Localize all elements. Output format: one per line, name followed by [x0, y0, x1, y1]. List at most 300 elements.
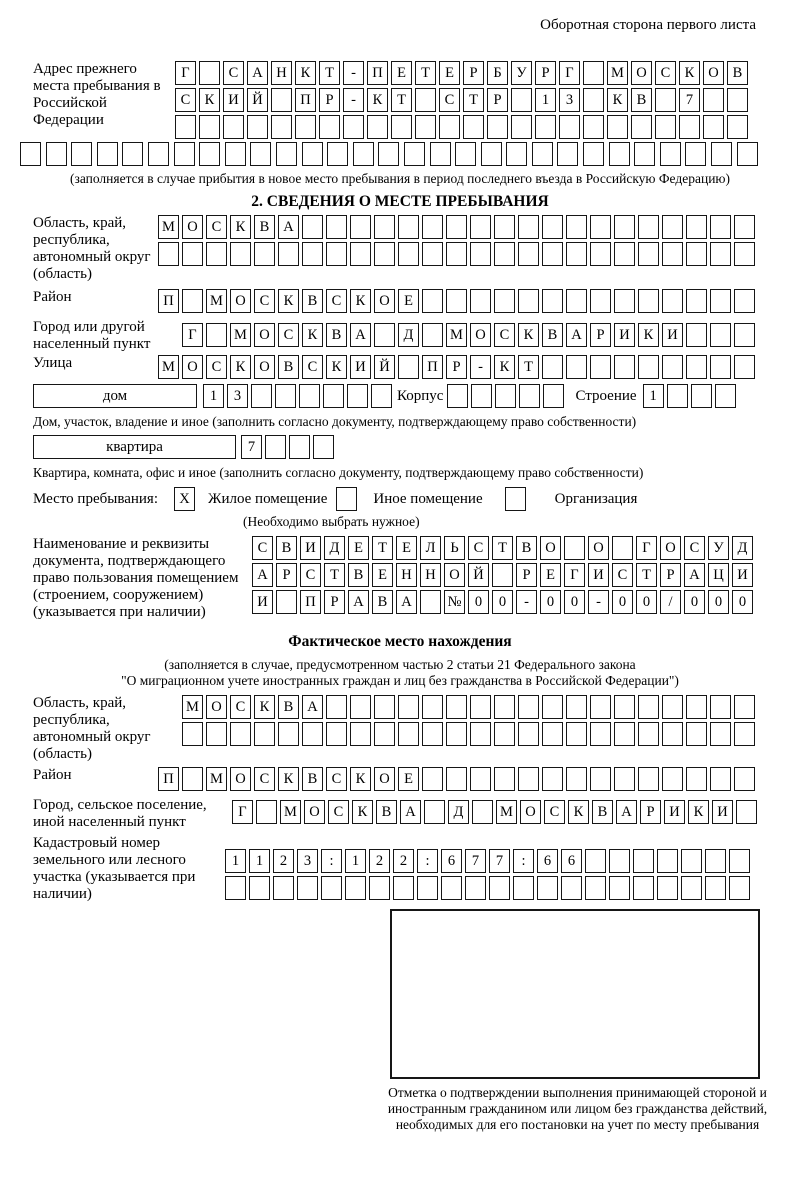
- char-cell[interactable]: [374, 695, 395, 719]
- document-row-3[interactable]: [252, 590, 756, 614]
- char-cell[interactable]: У: [708, 536, 729, 560]
- char-cell[interactable]: 3: [559, 88, 580, 112]
- char-cell[interactable]: [734, 355, 755, 379]
- char-cell[interactable]: О: [254, 323, 275, 347]
- char-cell[interactable]: [564, 536, 585, 560]
- char-cell[interactable]: О: [540, 536, 561, 560]
- char-cell[interactable]: [662, 722, 683, 746]
- char-cell[interactable]: 1: [535, 88, 556, 112]
- char-cell[interactable]: [472, 800, 493, 824]
- char-cell[interactable]: [585, 849, 606, 873]
- char-cell[interactable]: В: [592, 800, 613, 824]
- char-cell[interactable]: [542, 722, 563, 746]
- char-cell[interactable]: [302, 242, 323, 266]
- char-cell[interactable]: [422, 289, 443, 313]
- char-cell[interactable]: [374, 215, 395, 239]
- char-cell[interactable]: [446, 242, 467, 266]
- char-cell[interactable]: [729, 876, 750, 900]
- char-cell[interactable]: О: [660, 536, 681, 560]
- char-cell[interactable]: :: [417, 849, 438, 873]
- char-cell[interactable]: [148, 142, 169, 166]
- char-cell[interactable]: [422, 767, 443, 791]
- char-cell[interactable]: Л: [420, 536, 441, 560]
- char-cell[interactable]: [446, 767, 467, 791]
- char-cell[interactable]: [251, 384, 272, 408]
- char-cell[interactable]: В: [302, 767, 323, 791]
- char-cell[interactable]: 0: [492, 590, 513, 614]
- char-cell[interactable]: Д: [732, 536, 753, 560]
- char-cell[interactable]: [734, 695, 755, 719]
- char-cell[interactable]: А: [350, 323, 371, 347]
- char-cell[interactable]: [494, 767, 515, 791]
- char-cell[interactable]: [543, 384, 564, 408]
- char-cell[interactable]: [638, 215, 659, 239]
- char-cell[interactable]: 0: [540, 590, 561, 614]
- char-cell[interactable]: [199, 115, 220, 139]
- char-cell[interactable]: И: [664, 800, 685, 824]
- char-cell[interactable]: [634, 142, 655, 166]
- char-cell[interactable]: М: [206, 289, 227, 313]
- char-cell[interactable]: [470, 695, 491, 719]
- char-cell[interactable]: [446, 722, 467, 746]
- char-cell[interactable]: [729, 849, 750, 873]
- char-cell[interactable]: [422, 722, 443, 746]
- char-cell[interactable]: О: [588, 536, 609, 560]
- char-cell[interactable]: У: [511, 61, 532, 85]
- char-cell[interactable]: [513, 876, 534, 900]
- char-cell[interactable]: О: [206, 695, 227, 719]
- char-cell[interactable]: [686, 323, 707, 347]
- kvartira-boxes[interactable]: [241, 435, 337, 459]
- char-cell[interactable]: В: [727, 61, 748, 85]
- char-cell[interactable]: А: [566, 323, 587, 347]
- char-cell[interactable]: [230, 722, 251, 746]
- char-cell[interactable]: [470, 242, 491, 266]
- char-cell[interactable]: Т: [415, 61, 436, 85]
- char-cell[interactable]: [199, 61, 220, 85]
- char-cell[interactable]: [667, 384, 688, 408]
- char-cell[interactable]: [532, 142, 553, 166]
- char-cell[interactable]: :: [513, 849, 534, 873]
- char-cell[interactable]: О: [374, 767, 395, 791]
- char-cell[interactable]: [422, 323, 443, 347]
- char-cell[interactable]: Т: [518, 355, 539, 379]
- char-cell[interactable]: 2: [273, 849, 294, 873]
- char-cell[interactable]: [542, 215, 563, 239]
- char-cell[interactable]: [612, 536, 633, 560]
- char-cell[interactable]: [439, 115, 460, 139]
- char-cell[interactable]: [734, 289, 755, 313]
- char-cell[interactable]: [710, 355, 731, 379]
- char-cell[interactable]: К: [278, 289, 299, 313]
- fact-oblast-row-2[interactable]: [182, 722, 758, 746]
- char-cell[interactable]: [662, 289, 683, 313]
- char-cell[interactable]: М: [158, 355, 179, 379]
- char-cell[interactable]: К: [326, 355, 347, 379]
- char-cell[interactable]: К: [688, 800, 709, 824]
- char-cell[interactable]: А: [396, 590, 417, 614]
- char-cell[interactable]: [422, 242, 443, 266]
- char-cell[interactable]: [158, 242, 179, 266]
- char-cell[interactable]: М: [496, 800, 517, 824]
- char-cell[interactable]: [633, 849, 654, 873]
- char-cell[interactable]: Н: [271, 61, 292, 85]
- char-cell[interactable]: В: [254, 215, 275, 239]
- char-cell[interactable]: Д: [398, 323, 419, 347]
- char-cell[interactable]: [174, 142, 195, 166]
- char-cell[interactable]: О: [631, 61, 652, 85]
- char-cell[interactable]: [398, 355, 419, 379]
- char-cell[interactable]: М: [446, 323, 467, 347]
- char-cell[interactable]: К: [350, 767, 371, 791]
- char-cell[interactable]: [206, 323, 227, 347]
- char-cell[interactable]: [519, 384, 540, 408]
- char-cell[interactable]: [441, 876, 462, 900]
- document-row-2[interactable]: [252, 563, 756, 587]
- char-cell[interactable]: [614, 215, 635, 239]
- char-cell[interactable]: [326, 242, 347, 266]
- char-cell[interactable]: И: [350, 355, 371, 379]
- char-cell[interactable]: К: [350, 289, 371, 313]
- char-cell[interactable]: А: [616, 800, 637, 824]
- char-cell[interactable]: Г: [564, 563, 585, 587]
- char-cell[interactable]: [681, 876, 702, 900]
- char-cell[interactable]: [681, 849, 702, 873]
- char-cell[interactable]: В: [278, 355, 299, 379]
- char-cell[interactable]: [662, 695, 683, 719]
- char-cell[interactable]: [481, 142, 502, 166]
- char-cell[interactable]: [295, 115, 316, 139]
- char-cell[interactable]: [367, 115, 388, 139]
- char-cell[interactable]: [607, 115, 628, 139]
- char-cell[interactable]: [470, 722, 491, 746]
- char-cell[interactable]: -: [470, 355, 491, 379]
- char-cell[interactable]: Г: [636, 536, 657, 560]
- char-cell[interactable]: [614, 767, 635, 791]
- char-cell[interactable]: [566, 355, 587, 379]
- char-cell[interactable]: [638, 767, 659, 791]
- char-cell[interactable]: Р: [640, 800, 661, 824]
- char-cell[interactable]: [398, 722, 419, 746]
- char-cell[interactable]: К: [230, 355, 251, 379]
- char-cell[interactable]: [710, 215, 731, 239]
- char-cell[interactable]: О: [304, 800, 325, 824]
- char-cell[interactable]: [302, 215, 323, 239]
- char-cell[interactable]: [566, 722, 587, 746]
- char-cell[interactable]: 3: [227, 384, 248, 408]
- fact-kadastr-row-1[interactable]: [225, 849, 753, 873]
- char-cell[interactable]: [345, 876, 366, 900]
- char-cell[interactable]: [609, 142, 630, 166]
- char-cell[interactable]: О: [470, 323, 491, 347]
- char-cell[interactable]: [686, 215, 707, 239]
- s2-gorod-row[interactable]: [182, 323, 758, 347]
- char-cell[interactable]: [302, 142, 323, 166]
- char-cell[interactable]: Й: [468, 563, 489, 587]
- char-cell[interactable]: [511, 115, 532, 139]
- char-cell[interactable]: И: [300, 536, 321, 560]
- char-cell[interactable]: В: [542, 323, 563, 347]
- char-cell[interactable]: [302, 722, 323, 746]
- char-cell[interactable]: 0: [612, 590, 633, 614]
- char-cell[interactable]: [494, 722, 515, 746]
- char-cell[interactable]: Р: [516, 563, 537, 587]
- char-cell[interactable]: Е: [439, 61, 460, 85]
- char-cell[interactable]: Д: [448, 800, 469, 824]
- char-cell[interactable]: 6: [561, 849, 582, 873]
- char-cell[interactable]: А: [400, 800, 421, 824]
- char-cell[interactable]: [638, 355, 659, 379]
- char-cell[interactable]: [511, 88, 532, 112]
- char-cell[interactable]: С: [300, 563, 321, 587]
- char-cell[interactable]: 6: [537, 849, 558, 873]
- korpus-boxes[interactable]: [447, 384, 567, 408]
- char-cell[interactable]: [404, 142, 425, 166]
- char-cell[interactable]: [422, 695, 443, 719]
- char-cell[interactable]: [662, 242, 683, 266]
- char-cell[interactable]: [734, 215, 755, 239]
- char-cell[interactable]: [206, 722, 227, 746]
- char-cell[interactable]: [182, 242, 203, 266]
- char-cell[interactable]: [660, 142, 681, 166]
- char-cell[interactable]: [247, 115, 268, 139]
- char-cell[interactable]: 7: [465, 849, 486, 873]
- char-cell[interactable]: Е: [398, 289, 419, 313]
- s2-oblast-row-1[interactable]: [158, 215, 758, 239]
- char-cell[interactable]: В: [372, 590, 393, 614]
- char-cell[interactable]: Т: [636, 563, 657, 587]
- char-cell[interactable]: К: [295, 61, 316, 85]
- char-cell[interactable]: 0: [732, 590, 753, 614]
- char-cell[interactable]: М: [280, 800, 301, 824]
- char-cell[interactable]: [518, 215, 539, 239]
- char-cell[interactable]: [326, 215, 347, 239]
- char-cell[interactable]: [299, 384, 320, 408]
- char-cell[interactable]: [271, 88, 292, 112]
- char-cell[interactable]: Ц: [708, 563, 729, 587]
- char-cell[interactable]: П: [367, 61, 388, 85]
- char-cell[interactable]: [424, 800, 445, 824]
- char-cell[interactable]: [736, 800, 757, 824]
- char-cell[interactable]: К: [278, 767, 299, 791]
- char-cell[interactable]: [225, 876, 246, 900]
- char-cell[interactable]: М: [158, 215, 179, 239]
- char-cell[interactable]: [614, 695, 635, 719]
- char-cell[interactable]: [631, 115, 652, 139]
- char-cell[interactable]: [557, 142, 578, 166]
- char-cell[interactable]: [590, 289, 611, 313]
- char-cell[interactable]: Е: [396, 536, 417, 560]
- char-cell[interactable]: [487, 115, 508, 139]
- char-cell[interactable]: [566, 242, 587, 266]
- char-cell[interactable]: [710, 722, 731, 746]
- char-cell[interactable]: [542, 289, 563, 313]
- char-cell[interactable]: С: [494, 323, 515, 347]
- char-cell[interactable]: [313, 435, 334, 459]
- char-cell[interactable]: С: [252, 536, 273, 560]
- char-cell[interactable]: Й: [247, 88, 268, 112]
- char-cell[interactable]: С: [326, 767, 347, 791]
- char-cell[interactable]: Т: [372, 536, 393, 560]
- char-cell[interactable]: 2: [393, 849, 414, 873]
- char-cell[interactable]: [254, 242, 275, 266]
- char-cell[interactable]: [614, 289, 635, 313]
- char-cell[interactable]: С: [254, 767, 275, 791]
- char-cell[interactable]: И: [662, 323, 683, 347]
- char-cell[interactable]: [542, 695, 563, 719]
- char-cell[interactable]: [566, 767, 587, 791]
- char-cell[interactable]: [590, 767, 611, 791]
- char-cell[interactable]: В: [302, 289, 323, 313]
- char-cell[interactable]: [734, 242, 755, 266]
- char-cell[interactable]: [374, 722, 395, 746]
- char-cell[interactable]: Р: [276, 563, 297, 587]
- char-cell[interactable]: [495, 384, 516, 408]
- char-cell[interactable]: О: [254, 355, 275, 379]
- char-cell[interactable]: О: [374, 289, 395, 313]
- char-cell[interactable]: [715, 384, 736, 408]
- char-cell[interactable]: Н: [420, 563, 441, 587]
- char-cell[interactable]: [657, 876, 678, 900]
- char-cell[interactable]: [254, 722, 275, 746]
- char-cell[interactable]: С: [302, 355, 323, 379]
- char-cell[interactable]: Е: [372, 563, 393, 587]
- char-cell[interactable]: [494, 695, 515, 719]
- char-cell[interactable]: В: [348, 563, 369, 587]
- char-cell[interactable]: [350, 695, 371, 719]
- char-cell[interactable]: [583, 61, 604, 85]
- char-cell[interactable]: [422, 215, 443, 239]
- char-cell[interactable]: [343, 115, 364, 139]
- char-cell[interactable]: 3: [297, 849, 318, 873]
- char-cell[interactable]: А: [302, 695, 323, 719]
- char-cell[interactable]: [471, 384, 492, 408]
- char-cell[interactable]: Е: [540, 563, 561, 587]
- char-cell[interactable]: А: [348, 590, 369, 614]
- char-cell[interactable]: С: [439, 88, 460, 112]
- char-cell[interactable]: М: [230, 323, 251, 347]
- char-cell[interactable]: [326, 695, 347, 719]
- char-cell[interactable]: 1: [203, 384, 224, 408]
- char-cell[interactable]: [542, 242, 563, 266]
- char-cell[interactable]: Г: [232, 800, 253, 824]
- char-cell[interactable]: В: [631, 88, 652, 112]
- char-cell[interactable]: Т: [319, 61, 340, 85]
- char-cell[interactable]: [350, 242, 371, 266]
- prev-address-row-1[interactable]: [175, 61, 751, 85]
- char-cell[interactable]: [265, 435, 286, 459]
- char-cell[interactable]: [271, 115, 292, 139]
- char-cell[interactable]: [686, 722, 707, 746]
- fact-kadastr-row-2[interactable]: [225, 876, 753, 900]
- char-cell[interactable]: [276, 142, 297, 166]
- char-cell[interactable]: [734, 323, 755, 347]
- char-cell[interactable]: [734, 722, 755, 746]
- char-cell[interactable]: [182, 722, 203, 746]
- char-cell[interactable]: Т: [391, 88, 412, 112]
- char-cell[interactable]: -: [343, 88, 364, 112]
- char-cell[interactable]: С: [544, 800, 565, 824]
- char-cell[interactable]: 0: [684, 590, 705, 614]
- char-cell[interactable]: [518, 289, 539, 313]
- char-cell[interactable]: [633, 876, 654, 900]
- char-cell[interactable]: [347, 384, 368, 408]
- char-cell[interactable]: [542, 767, 563, 791]
- char-cell[interactable]: [273, 876, 294, 900]
- char-cell[interactable]: Р: [590, 323, 611, 347]
- char-cell[interactable]: [371, 384, 392, 408]
- fact-gorod-row[interactable]: [232, 800, 760, 824]
- char-cell[interactable]: /: [660, 590, 681, 614]
- char-cell[interactable]: [703, 115, 724, 139]
- char-cell[interactable]: Р: [660, 563, 681, 587]
- char-cell[interactable]: К: [638, 323, 659, 347]
- char-cell[interactable]: 2: [369, 849, 390, 873]
- s2-raion-row[interactable]: [158, 289, 758, 313]
- char-cell[interactable]: 1: [249, 849, 270, 873]
- char-cell[interactable]: [590, 722, 611, 746]
- char-cell[interactable]: [686, 767, 707, 791]
- char-cell[interactable]: [662, 767, 683, 791]
- char-cell[interactable]: Е: [398, 767, 419, 791]
- char-cell[interactable]: Р: [319, 88, 340, 112]
- char-cell[interactable]: [583, 115, 604, 139]
- char-cell[interactable]: [415, 115, 436, 139]
- char-cell[interactable]: [350, 215, 371, 239]
- char-cell[interactable]: [494, 215, 515, 239]
- char-cell[interactable]: [590, 215, 611, 239]
- char-cell[interactable]: [590, 242, 611, 266]
- char-cell[interactable]: [518, 767, 539, 791]
- char-cell[interactable]: [415, 88, 436, 112]
- stroenie-boxes[interactable]: [643, 384, 739, 408]
- char-cell[interactable]: [703, 88, 724, 112]
- char-cell[interactable]: А: [247, 61, 268, 85]
- char-cell[interactable]: [417, 876, 438, 900]
- char-cell[interactable]: И: [588, 563, 609, 587]
- char-cell[interactable]: О: [182, 355, 203, 379]
- char-cell[interactable]: 1: [345, 849, 366, 873]
- char-cell[interactable]: [686, 695, 707, 719]
- char-cell[interactable]: [199, 142, 220, 166]
- char-cell[interactable]: 0: [708, 590, 729, 614]
- char-cell[interactable]: [638, 289, 659, 313]
- char-cell[interactable]: И: [732, 563, 753, 587]
- char-cell[interactable]: [225, 142, 246, 166]
- dom-boxes[interactable]: [203, 384, 395, 408]
- char-cell[interactable]: К: [254, 695, 275, 719]
- char-cell[interactable]: С: [684, 536, 705, 560]
- char-cell[interactable]: -: [588, 590, 609, 614]
- char-cell[interactable]: М: [206, 767, 227, 791]
- char-cell[interactable]: [250, 142, 271, 166]
- char-cell[interactable]: [583, 142, 604, 166]
- s2-oblast-row-2[interactable]: [158, 242, 758, 266]
- char-cell[interactable]: М: [182, 695, 203, 719]
- char-cell[interactable]: [662, 215, 683, 239]
- char-cell[interactable]: [679, 115, 700, 139]
- char-cell[interactable]: А: [278, 215, 299, 239]
- char-cell[interactable]: [447, 384, 468, 408]
- char-cell[interactable]: [566, 215, 587, 239]
- char-cell[interactable]: 0: [636, 590, 657, 614]
- char-cell[interactable]: [518, 722, 539, 746]
- char-cell[interactable]: [71, 142, 92, 166]
- char-cell[interactable]: [614, 355, 635, 379]
- char-cell[interactable]: Р: [463, 61, 484, 85]
- char-cell[interactable]: [374, 242, 395, 266]
- char-cell[interactable]: [691, 384, 712, 408]
